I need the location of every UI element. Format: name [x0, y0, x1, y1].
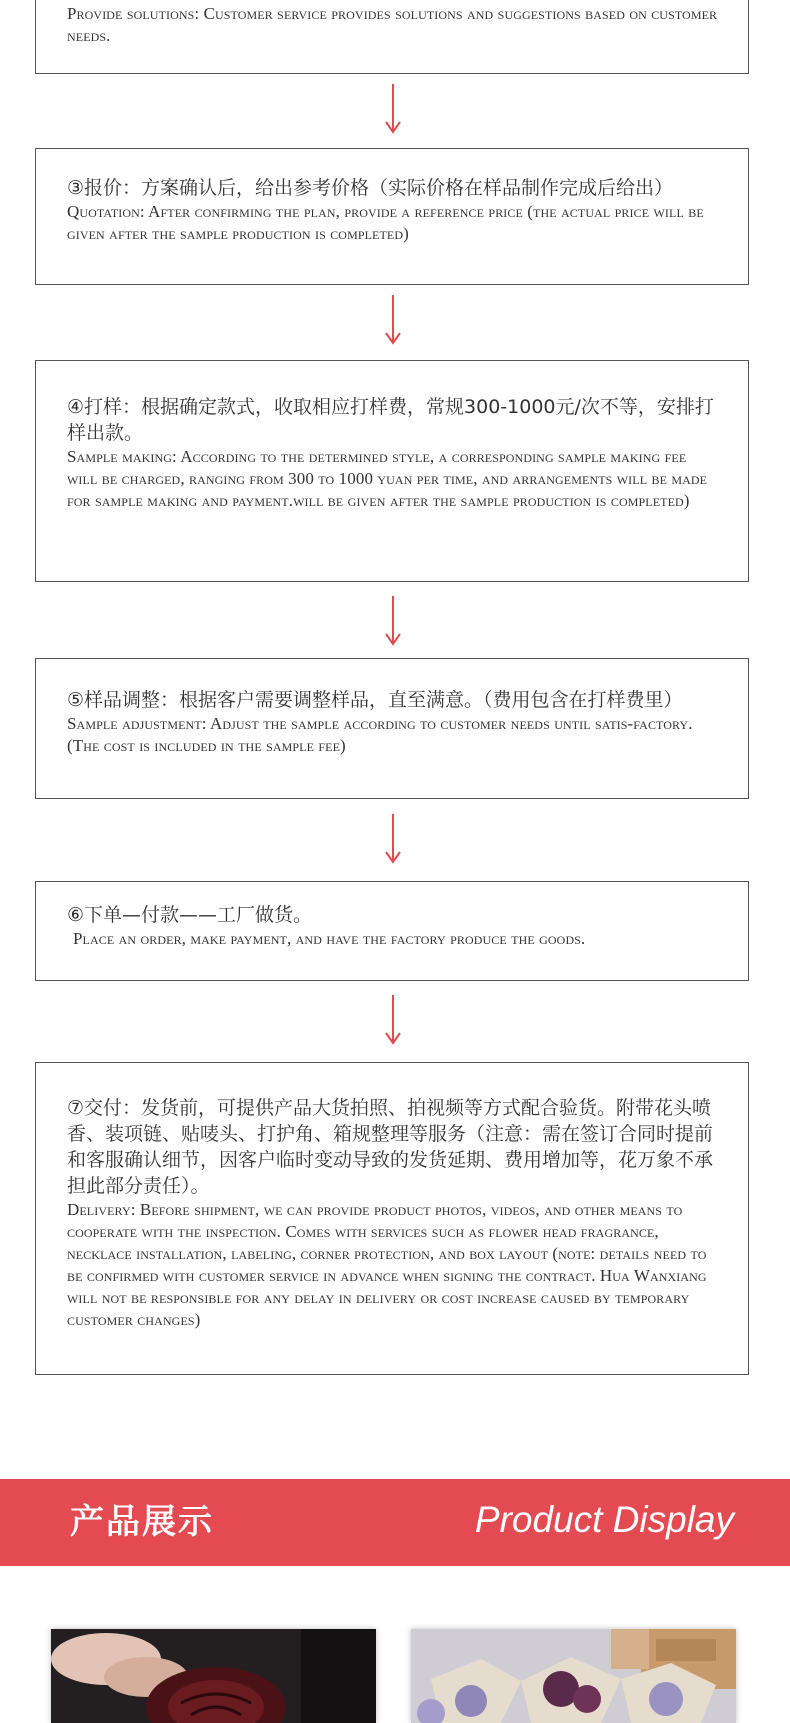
banner-title-en: Product Display: [474, 1499, 734, 1540]
step-en-text: Quotation: After confirming the plan, provide a reference price (the actual price will be given after the sample production is completed): [67, 202, 704, 243]
arrow-down-icon: [383, 596, 403, 648]
arrow-down-icon: [383, 84, 403, 136]
arrow-down-icon: [383, 995, 403, 1047]
step-cn-text: ④打样：根据确定款式，收取相应打样费，常规300-1000元/次不等，安排打样出款。: [67, 396, 714, 444]
step-cn-text: ⑦交付：发货前，可提供产品大货拍照、拍视频等方式配合验货。附带花头喷香、装项链、贴唛头、打护角、箱规整理等服务（注意：需在签订合同时提前和客服确认细节，因客户临时变动导致的发货延期、费用增加等，花万象不承担此部分责任）。: [67, 1097, 714, 1197]
arrow-down-icon: [383, 295, 403, 347]
step-en-text: Sample adjustment: Adjust the sample according to customer needs until satis-factory. (The cost is included in the sample fee): [67, 714, 693, 755]
step-box-solutions: [35, 0, 749, 74]
step-box-order: [35, 881, 749, 981]
step-en-text: Place an order, make payment, and have the factory produce the goods.: [73, 929, 586, 948]
product-photo: [51, 1629, 376, 1723]
step-box-sample-adjustment: [35, 658, 749, 799]
step-box-sample-making: [35, 360, 749, 582]
step-en-text: Delivery: Before shipment, we can provide product photos, videos, and other means to cooperate with the inspection. Comes with services such as flower head fragrance, necklace installation, labeling, corner protection, and box layout (note: details need to be confirmed with customer service in advance when signing the contract. Hua Wanxiang will not be responsible for any delay in delivery or cost increase caused by temporary customer changes): [67, 1200, 707, 1329]
step-cn-text: ⑤样品调整：根据客户需要调整样品，直至满意。（费用包含在打样费里）: [67, 689, 683, 711]
banner-title-cn: 产品展示: [70, 1502, 214, 1542]
step-box-delivery: [35, 1062, 749, 1375]
step-cn-text: ③报价：方案确认后，给出参考价格（实际价格在样品制作完成后给出）: [67, 177, 674, 199]
product-display-banner: [0, 1479, 790, 1566]
product-photo: [411, 1629, 736, 1723]
step-en-text: Provide solutions: Customer service provides solutions and suggestions based on customer needs.: [67, 4, 718, 45]
step-en-text: Sample making: According to the determined style, a corresponding sample making fee will be charged, ranging from 300 to 1000 yuan per time, and arrangements will be made for sample making and payment.will be given after the sample production is completed): [67, 447, 708, 510]
arrow-down-icon: [383, 814, 403, 866]
step-cn-text: ⑥下单—付款——工厂做货。: [67, 904, 313, 926]
step-box-quotation: [35, 148, 749, 285]
